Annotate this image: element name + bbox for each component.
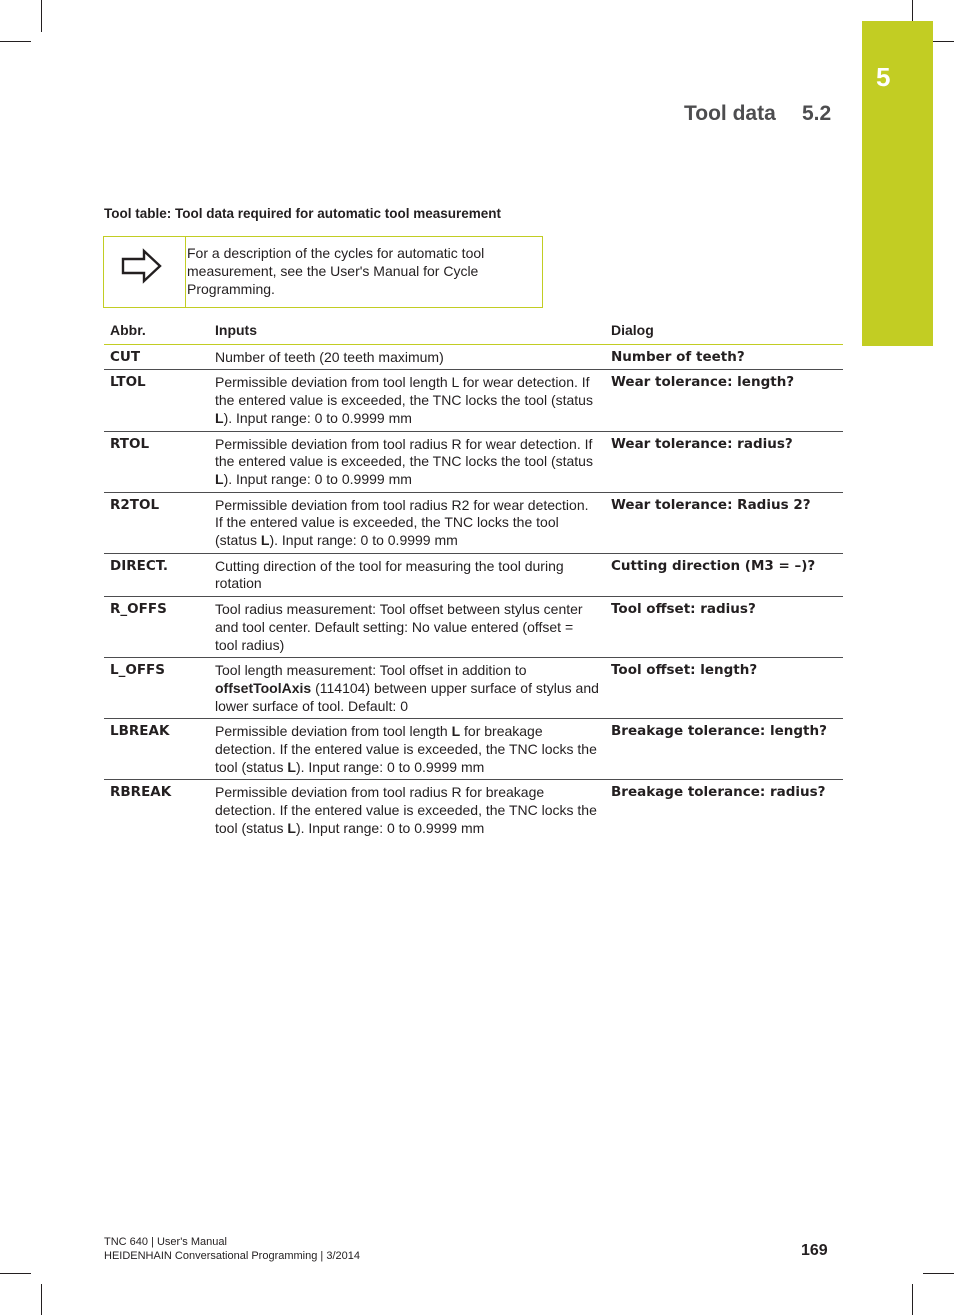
page-number: 169: [801, 1242, 828, 1259]
abbr-cell: R2TOL: [104, 492, 209, 553]
inputs-text: Permissible deviation from tool radius R for wear detection. If the entered value is exceeded, the TNC locks the tool (status: [215, 435, 593, 470]
table-row: [104, 344, 843, 370]
dialog-cell: Breakage tolerance: length?: [605, 719, 843, 780]
header-dialog: Dialog: [605, 318, 843, 344]
inputs-text: Number of teeth (20 teeth maximum): [215, 348, 444, 365]
inputs-text: Tool radius measurement: Tool offset between stylus center and tool center. Default setting: No value entered (offset = tool radius): [215, 601, 583, 653]
inputs-bold-text: L: [215, 409, 224, 426]
crop-mark: [0, 1273, 31, 1274]
table-row: [104, 719, 843, 780]
table-row: [104, 658, 843, 719]
inputs-text: ). Input range: 0 to 0.9999 mm: [295, 819, 485, 836]
inputs-bold-text: L: [287, 758, 296, 775]
crop-mark: [41, 1284, 42, 1315]
inputs-cell: [209, 597, 605, 658]
inputs-cell: [209, 719, 605, 780]
inputs-text: Permissible deviation from tool radius R for breakage detection. If the entered value is exceeded, the TNC locks the tool (status: [215, 784, 597, 836]
note-line: Programming.: [187, 281, 275, 297]
inputs-cell: [209, 658, 605, 719]
table-row: [104, 597, 843, 658]
note-divider: [185, 237, 186, 307]
abbr-cell: LBREAK: [104, 719, 209, 780]
dialog-cell: Tool offset: radius?: [605, 597, 843, 658]
chapter-tab: [862, 21, 933, 346]
inputs-cell: [209, 431, 605, 492]
inputs-text: ). Input range: 0 to 0.9999 mm: [295, 758, 485, 775]
inputs-bold-text: L: [215, 470, 224, 487]
dialog-cell: Tool offset: length?: [605, 658, 843, 719]
inputs-text: (114104) between upper surface of stylus and lower surface of tool. Default: 0: [215, 679, 599, 714]
inputs-cell: [209, 370, 605, 431]
dialog-cell: Wear tolerance: length?: [605, 370, 843, 431]
inputs-bold-text: L: [287, 819, 296, 836]
inputs-bold-text: L: [451, 723, 461, 740]
table-row: [104, 370, 843, 431]
inputs-text: Permissible deviation from tool length: [215, 723, 452, 740]
inputs-text: Permissible deviation from tool length L for wear detection. If the entered value is exceeded, the TNC locks the tool (status: [215, 374, 593, 409]
inputs-bold-text: L: [260, 532, 270, 549]
inputs-cell: [209, 553, 605, 596]
inputs-text: for breakage detection. If the entered value is exceeded, the TNC locks the tool (status: [215, 723, 597, 775]
crop-mark: [41, 0, 42, 32]
crop-mark: [912, 0, 913, 21]
abbr-cell: DIRECT.: [104, 553, 209, 596]
note-line: For a description of the cycles for automatic tool: [187, 245, 485, 261]
abbr-cell: RBREAK: [110, 784, 172, 801]
abbr-cell: L_OFFS: [104, 658, 209, 719]
table-row: [104, 492, 843, 553]
dialog-cell: Cutting direction (M3 = –)?: [605, 553, 843, 596]
note-box: [103, 236, 543, 308]
inputs-text: ). Input range: 0 to 0.9999 mm: [223, 409, 412, 426]
table-header-row: [104, 318, 843, 344]
abbr-cell: RTOL: [104, 431, 209, 492]
inputs-text: Permissible deviation from tool radius R2 for wear detection. If the entered value is exceeded, the TNC locks the tool (status: [215, 496, 589, 549]
section-number: 5.2: [802, 102, 832, 125]
section-title: Tool table: Tool data required for automatic tool measurement: [104, 206, 502, 221]
inputs-text: Tool length measurement: Tool offset in addition to: [215, 662, 527, 679]
chapter-tab-number: 5: [876, 62, 891, 92]
inputs-cell: [209, 492, 605, 553]
arrow-right-icon: [120, 247, 164, 290]
inputs-text: ). Input range: 0 to 0.9999 mm: [269, 532, 458, 549]
footer-manual-title: TNC 640 | User's Manual: [104, 1236, 227, 1248]
dialog-cell: Breakage tolerance: radius?: [611, 784, 826, 801]
footer-edition: HEIDENHAIN Conversational Programming | 3/2014: [104, 1250, 360, 1262]
inputs-bold-text: offsetToolAxis: [215, 679, 312, 696]
abbr-cell: CUT: [104, 344, 209, 370]
running-title: Tool data: [684, 102, 776, 125]
header-inputs: Inputs: [209, 318, 605, 344]
note-line: measurement, see the User's Manual for Cycle: [187, 263, 479, 279]
abbr-cell: LTOL: [104, 370, 209, 431]
crop-mark: [912, 1284, 913, 1315]
dialog-cell: Number of teeth?: [605, 344, 843, 370]
table-row: [104, 553, 843, 596]
inputs-text: ). Input range: 0 to 0.9999 mm: [223, 470, 412, 487]
tool-data-table: [104, 318, 843, 841]
inputs-cell: [209, 780, 605, 841]
header-abbr: Abbr.: [104, 318, 209, 344]
footer-info: [104, 1235, 360, 1263]
inputs-cell: [209, 344, 605, 370]
crop-mark: [0, 41, 31, 42]
note-text: [187, 244, 527, 298]
table-row: [104, 780, 843, 841]
dialog-cell: Wear tolerance: Radius 2?: [605, 492, 843, 553]
abbr-cell: R_OFFS: [104, 597, 209, 658]
inputs-text: Cutting direction of the tool for measuring the tool during rotation: [215, 557, 564, 592]
table-row: [104, 431, 843, 492]
crop-mark: [923, 1273, 954, 1274]
dialog-cell: Wear tolerance: radius?: [605, 431, 843, 492]
crop-mark: [933, 41, 954, 42]
